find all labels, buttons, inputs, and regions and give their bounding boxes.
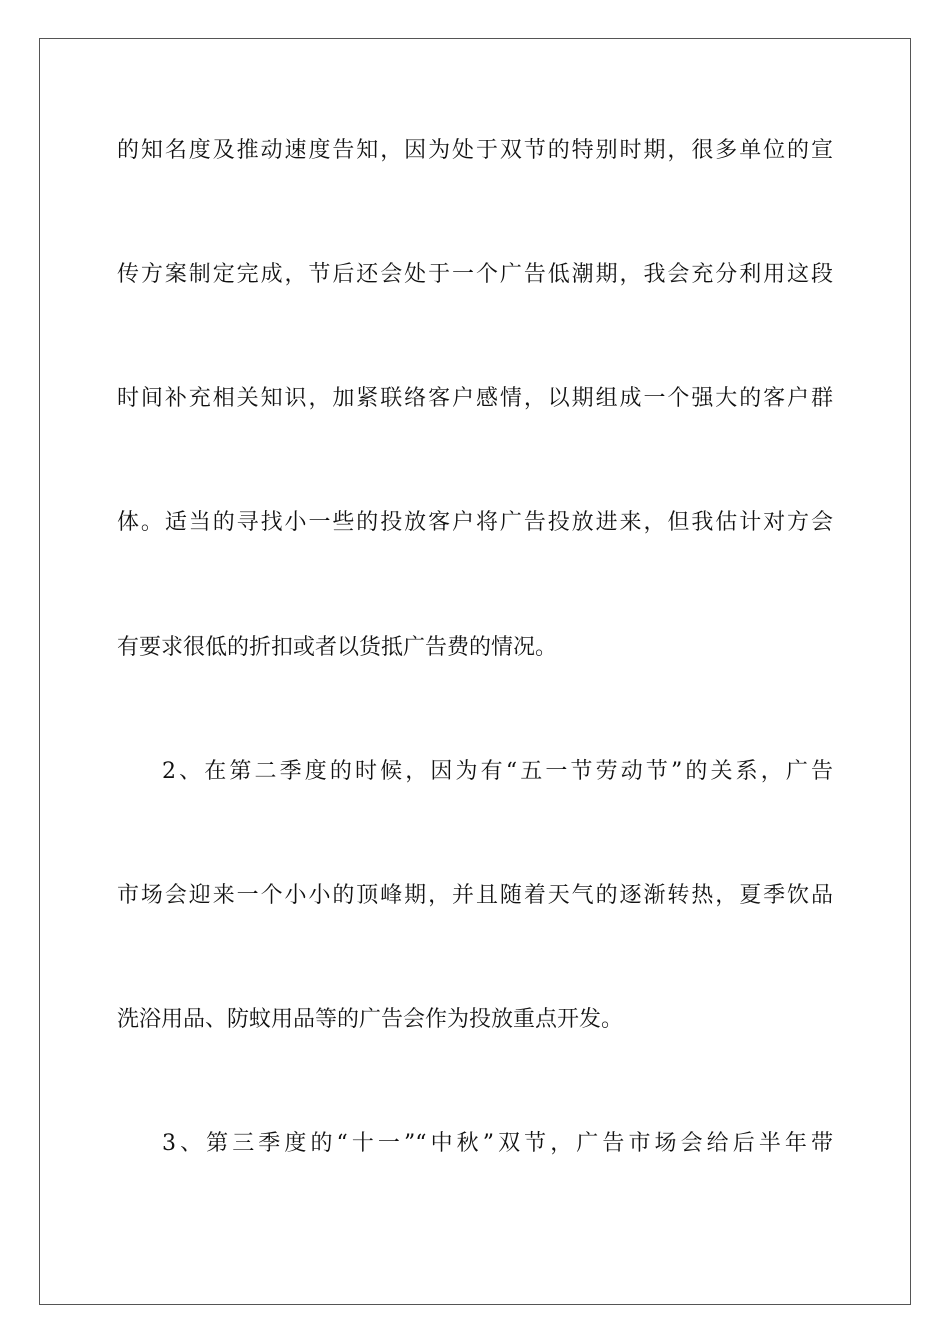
body-text-line-4: 体。适当的寻找小一些的投放客户将广告投放进来，但我估计对方会 — [117, 510, 833, 535]
body-text-line-9: 3、第三季度的“十一”“中秋”双节，广告市场会给后半年带 — [162, 1131, 833, 1156]
page-frame — [39, 38, 911, 1305]
body-text-line-5: 有要求很低的折扣或者以货抵广告费的情况。 — [117, 635, 558, 660]
body-text-line-8: 洗浴用品、防蚊用品等的广告会作为投放重点开发。 — [117, 1007, 624, 1032]
body-text-line-1: 的知名度及推动速度告知，因为处于双节的特别时期，很多单位的宣 — [117, 138, 833, 163]
body-text-line-6: 2、在第二季度的时候，因为有“五一节劳动节”的关系，广告 — [162, 759, 833, 784]
body-text-line-3: 时间补充相关知识，加紧联络客户感情，以期组成一个强大的客户群 — [117, 386, 833, 411]
body-text-line-2: 传方案制定完成，节后还会处于一个广告低潮期，我会充分利用这段 — [117, 262, 833, 287]
body-text-line-7: 市场会迎来一个小小的顶峰期，并且随着天气的逐渐转热，夏季饮品 — [117, 883, 833, 908]
